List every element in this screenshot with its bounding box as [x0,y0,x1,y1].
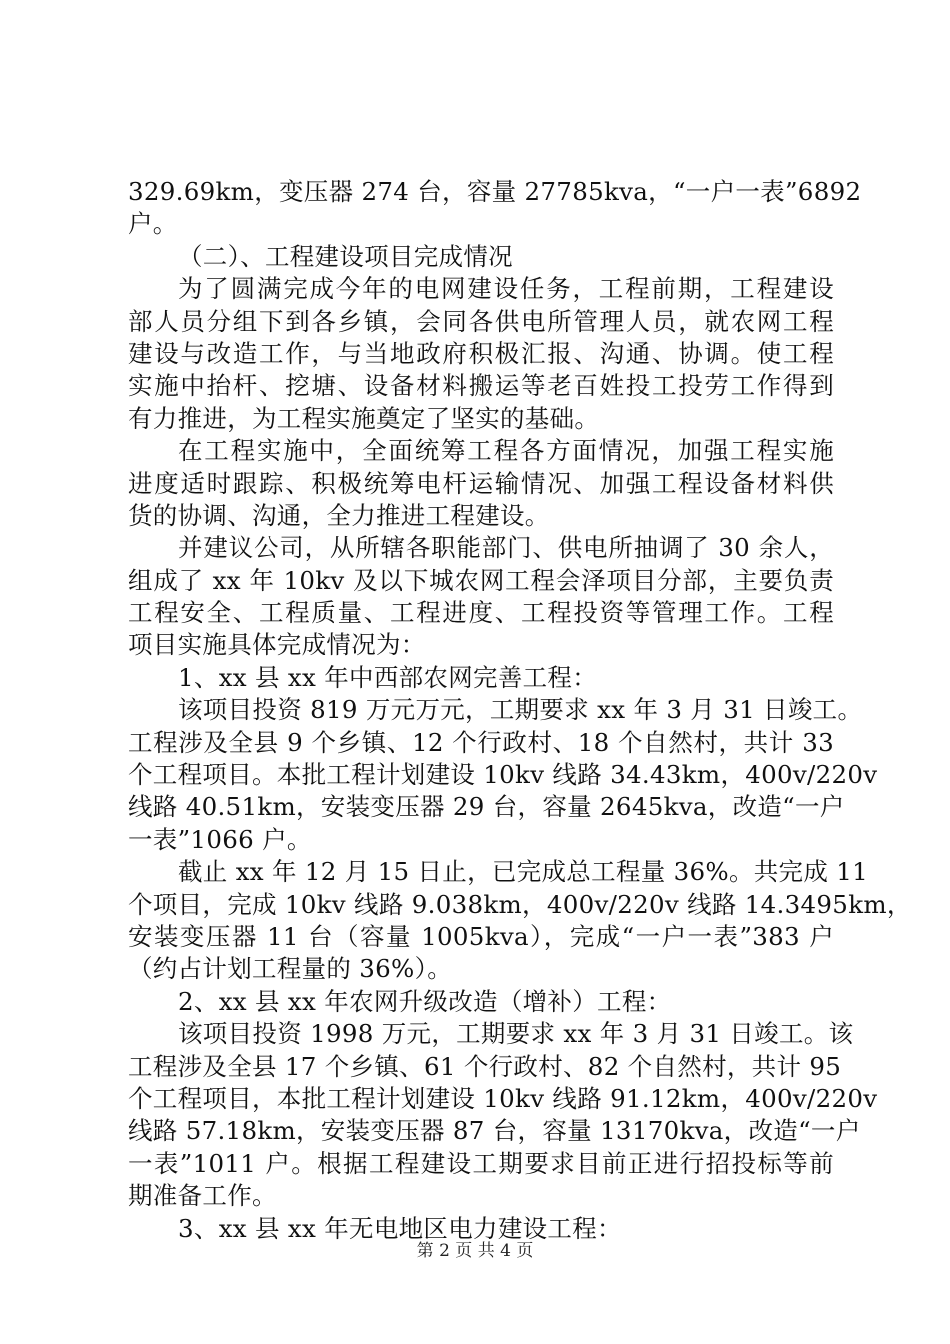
text-line: 货的协调、沟通，全力推进工程建设。 [128,500,550,530]
text-line: 户。 [128,209,178,239]
text-line: 一表”1011 户。根据工程建设工期要求目前正进行招投标等前 [128,1148,834,1178]
subsection-heading: 3、xx 县 xx 年无电地区电力建设工程： [178,1213,622,1243]
text-line: 项目实施具体完成情况为： [128,630,426,660]
text-line: 工程安全、工程质量、工程进度、工程投资等管理工作。工程 [128,598,834,628]
subsection-heading: 1、xx 县 xx 年中西部农网完善工程： [178,662,598,692]
text-line: 实施中抬杆、挖塘、设备材料搬运等老百姓投工投劳工作得到 [128,371,834,401]
text-line: 在工程实施中，全面统筹工程各方面情况，加强工程实施 [178,436,834,466]
text-line: 进度适时跟踪、积极统筹电杆运输情况、加强工程设备材料供 [128,468,834,498]
text-line: 工程涉及全县 9 个乡镇、12 个行政村、18 个自然村，共计 33 [128,727,834,757]
text-line: 该项目投资 1998 万元，工期要求 xx 年 3 月 31 日竣工。该 [178,1019,854,1049]
text-line: （约占计划工程量的 36%）。 [128,954,452,984]
text-line: 线路 57.18km，安装变压器 87 台，容量 13170kva，改造“一户 [128,1116,861,1146]
text-line: 有力推进，为工程实施奠定了坚实的基础。 [128,403,600,433]
page-number-footer: 第 2 页 共 4 页 [416,1241,534,1261]
text-line: 建设与改造工作，与当地政府积极汇报、沟通、协调。使工程 [128,338,834,368]
text-line: 个工程项目，本批工程计划建设 10kv 线路 91.12km，400v/220v [128,1083,878,1113]
text-line: 该项目投资 819 万元万元，工期要求 xx 年 3 月 31 日竣工。 [178,695,863,725]
text-line: 个项目，完成 10kv 线路 9.038km，400v/220v 线路 14.3495km， [128,889,912,919]
text-line: 截止 xx 年 12 月 15 日止，已完成总工程量 36%。共完成 11 [178,857,869,887]
text-line: 一表”1066 户。 [128,824,312,854]
text-line: 部人员分组下到各乡镇，会同各供电所管理人员，就农网工程 [128,306,834,336]
text-line: 329.69km，变压器 274 台，容量 27785kva，“一户一表”6892 [128,177,862,206]
section-heading: （二）、工程建设项目完成情况 [178,241,513,271]
text-line: 期准备工作。 [128,1181,277,1211]
text-line: 安装变压器 11 台（容量 1005kva），完成“一户一表”383 户 [128,921,834,951]
document-body [128,176,912,1245]
text-line: 个工程项目。本批工程计划建设 10kv 线路 34.43km，400v/220v [128,760,878,790]
text-line: 并建议公司，从所辖各职能部门、供电所抽调了 30 余人， [178,533,834,563]
text-line: 为了圆满完成今年的电网建设任务，工程前期，工程建设 [178,274,834,304]
text-line: 线路 40.51km，安装变压器 29 台，容量 2645kva，改造“一户 [128,792,845,822]
text-line: 工程涉及全县 17 个乡镇、61 个行政村、82 个自然村，共计 95 [128,1051,842,1081]
text-line: 组成了 xx 年 10kv 及以下城农网工程会泽项目分部，主要负责 [128,565,834,595]
subsection-heading: 2、xx 县 xx 年农网升级改造（增补）工程： [178,986,672,1016]
